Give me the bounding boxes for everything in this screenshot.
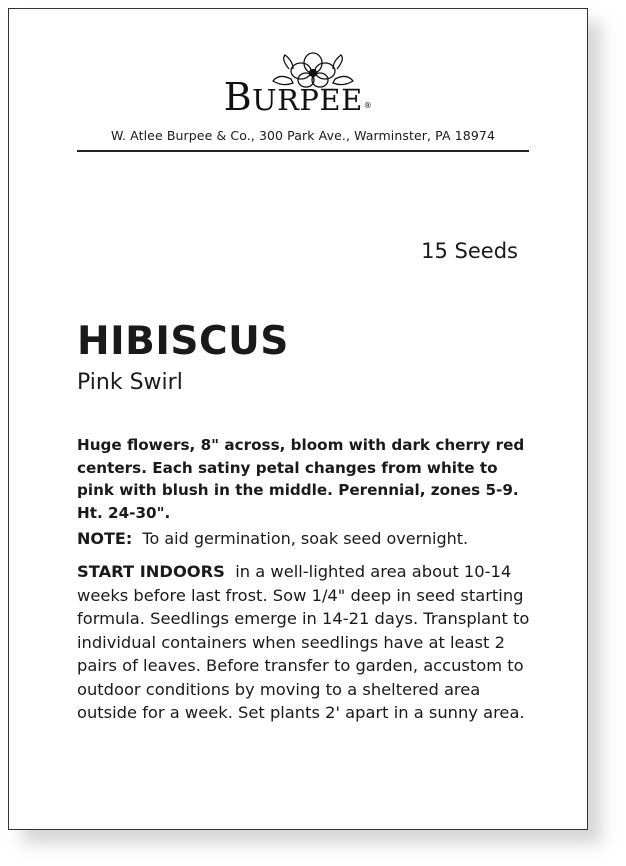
note-paragraph (77, 528, 537, 550)
note-label: NOTE: (77, 529, 133, 548)
seed-count: 15 Seeds (421, 239, 518, 263)
divider (77, 150, 529, 152)
start-indoors-label: START INDOORS (77, 562, 225, 581)
product-description: Huge flowers, 8" across, bloom with dark cherry red centers. Each satiny petal changes from white to pink with blush in the middle. Perennial, zones 5-9. Ht. 24-30". (77, 436, 525, 522)
seed-packet-card (8, 8, 588, 830)
start-indoors-text: in a well-lighted area about 10-14 weeks before last frost. Sow 1/4" deep in seed starting formula. Seedlings emerge in 14-21 days. Transplant to individual containers when seedlings have at least 2 pairs of leaves. Before transfer to garden, accustom to outdoor conditions by moving to a sheltered area outside for a week. Set plants 2' apart in a sunny area. (77, 562, 530, 722)
note-text: To aid germination, soak seed overnight. (142, 529, 469, 548)
start-indoors-paragraph (77, 560, 539, 725)
product-variety: Pink Swirl (77, 370, 183, 395)
registered-mark: ® (363, 101, 373, 110)
product-name: HIBISCUS (77, 319, 289, 364)
brand-initial: B (223, 75, 253, 119)
company-address: W. Atlee Burpee & Co., 300 Park Ave., Warminster, PA 18974 (110, 128, 496, 143)
brand-rest: URPEE (252, 83, 363, 117)
brand-wordmark (9, 75, 587, 119)
